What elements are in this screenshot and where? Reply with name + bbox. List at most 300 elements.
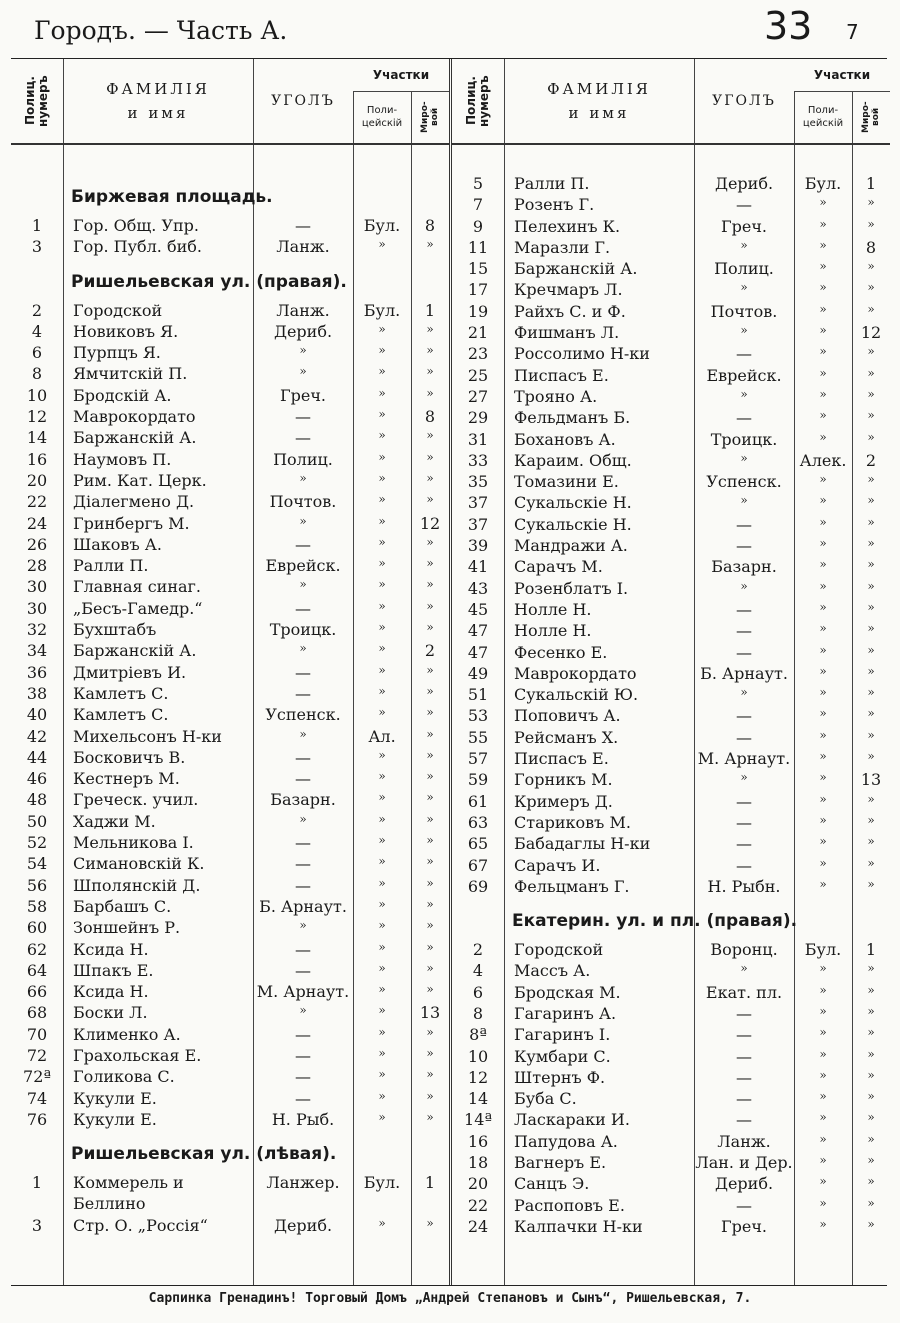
corner-cell: — — [736, 1003, 752, 1023]
corner-cell: М. Арнаут. — [697, 749, 791, 769]
corner-cell: — — [295, 534, 311, 554]
magistrate-district-cell: 8 — [424, 216, 436, 235]
table-row — [452, 471, 890, 492]
corner-cell: — — [736, 195, 752, 215]
magistrate-district-cell: » — [867, 1195, 875, 1210]
police-number-cell: 58 — [26, 896, 48, 916]
police-district-cell: » — [819, 1174, 827, 1189]
police-district-cell: » — [378, 982, 386, 997]
table-row — [11, 747, 449, 768]
corner-cell: Ланжер. — [266, 1173, 340, 1193]
table-row — [11, 449, 449, 470]
table-row — [11, 789, 449, 810]
table-row — [452, 663, 890, 684]
police-district-cell: » — [819, 280, 827, 295]
police-number-cell: 26 — [26, 534, 48, 554]
magistrate-district-cell: » — [426, 1088, 434, 1103]
corner-cell: » — [299, 343, 307, 358]
police-district-cell: » — [819, 855, 827, 870]
police-district-cell: » — [378, 1215, 386, 1230]
police-number-cell: 54 — [26, 854, 48, 874]
police-number-cell: 16 — [26, 449, 48, 469]
name-cell: Гор. Публ. биб. — [73, 237, 202, 257]
corner-cell: — — [736, 536, 752, 556]
magistrate-district-cell: » — [426, 662, 434, 677]
header-magistrate-text: Миро- вой — [861, 101, 881, 133]
police-district-cell: Бул. — [363, 1173, 401, 1193]
police-number-cell: 12 — [26, 407, 48, 427]
corner-cell: — — [295, 960, 311, 980]
police-district-cell: » — [378, 1088, 386, 1103]
police-number-cell: 22 — [467, 1195, 489, 1215]
police-number-cell: 9 — [472, 216, 484, 236]
name-cell: Діалегмено Д. — [73, 492, 195, 512]
police-district-cell: Бул. — [363, 216, 401, 235]
police-number-cell: 18 — [467, 1153, 489, 1173]
police-district-cell: » — [378, 577, 386, 592]
corner-cell: » — [740, 961, 748, 976]
police-district-cell: » — [378, 237, 386, 252]
name-cell: Сарачъ М. — [514, 557, 603, 577]
police-number-cell: 51 — [467, 685, 489, 705]
corner-cell: — — [295, 833, 311, 853]
name-cell: Стариковъ М. — [514, 812, 631, 832]
corner-cell: — — [295, 854, 311, 874]
table-row — [11, 1193, 449, 1214]
table-row — [452, 1152, 890, 1173]
name-cell: Мандражи А. — [514, 536, 628, 556]
police-number-cell: 30 — [26, 598, 48, 618]
magistrate-district-cell: » — [426, 960, 434, 975]
table-row — [452, 855, 890, 876]
corner-cell: Троицк. — [710, 429, 778, 449]
police-number-cell: 46 — [26, 769, 48, 789]
magistrate-district-cell: » — [867, 1067, 875, 1082]
name-cell: Хаджи М. — [73, 811, 156, 831]
police-district-cell: » — [819, 1089, 827, 1104]
table-row — [11, 1215, 449, 1236]
name-cell: Новиковъ Я. — [73, 321, 179, 341]
section-title: Ришельевская ул. (лѣвая). — [71, 1144, 337, 1165]
police-number-cell: 8 — [472, 1003, 484, 1023]
right-rows — [452, 173, 890, 1237]
police-number-cell: 14 — [26, 428, 48, 448]
police-district-cell: » — [819, 408, 827, 423]
header-police-number-text: Полиц. нумеръ — [463, 75, 491, 127]
police-district-cell: » — [819, 195, 827, 210]
police-number-cell: 59 — [467, 770, 489, 790]
magistrate-district-cell: » — [426, 1215, 434, 1230]
police-number-cell: 10 — [467, 1046, 489, 1066]
police-district-cell: » — [378, 875, 386, 890]
police-number-cell: 57 — [467, 749, 489, 769]
police-number-cell: 52 — [26, 833, 48, 853]
table-row — [11, 662, 449, 683]
magistrate-district-cell: » — [426, 321, 434, 336]
police-number-cell: 1 — [31, 1173, 43, 1193]
magistrate-district-cell: » — [867, 599, 875, 614]
name-cell: Камлетъ С. — [73, 683, 169, 703]
corner-cell: » — [299, 641, 307, 656]
police-district-cell: » — [819, 472, 827, 487]
table-row — [452, 429, 890, 450]
magistrate-district-cell: » — [426, 343, 434, 358]
name-cell: Ласкараки И. — [514, 1110, 630, 1130]
name-cell: Караим. Общ. — [514, 450, 632, 470]
corner-cell: Ланж. — [276, 237, 330, 257]
magistrate-district-cell: » — [426, 875, 434, 890]
corner-cell: » — [299, 577, 307, 592]
header-corner-text: УГОЛЪ — [712, 93, 776, 109]
table-row — [11, 342, 449, 363]
name-cell: Бродскій А. — [73, 385, 172, 405]
table-row — [452, 1195, 890, 1216]
police-number-cell: 6 — [472, 982, 484, 1002]
table-row — [11, 406, 449, 427]
magistrate-district-cell: » — [426, 364, 434, 379]
page-number-suffix: 7 — [846, 20, 859, 44]
police-number-cell: 16 — [467, 1131, 489, 1151]
table-row — [452, 578, 890, 599]
police-number-cell: 10 — [26, 385, 48, 405]
corner-cell: — — [295, 939, 311, 959]
header-police-number — [11, 59, 63, 143]
header-corner-text: УГОЛЪ — [271, 93, 335, 109]
table-row — [11, 811, 449, 832]
police-number-cell: 1 — [31, 216, 43, 235]
corner-cell: » — [299, 726, 307, 741]
police-district-cell: » — [378, 896, 386, 911]
police-district-cell: » — [819, 663, 827, 678]
header-name-top: ФАМИЛІЯ — [106, 80, 210, 98]
header-police-district: Поли- цейскій — [361, 105, 403, 129]
table-row — [11, 640, 449, 661]
table-row — [452, 599, 890, 620]
police-district-cell: » — [378, 1109, 386, 1124]
header-districts: Участки — [353, 59, 449, 92]
table-row — [11, 1024, 449, 1045]
table-row — [452, 769, 890, 790]
police-district-cell: » — [378, 598, 386, 613]
police-district-cell: » — [378, 407, 386, 422]
name-cell: Бохановъ А. — [514, 429, 616, 449]
name-cell: Городской — [514, 940, 604, 960]
left-table-header — [11, 59, 449, 145]
police-number-cell: 62 — [26, 939, 48, 959]
name-cell: Розенъ Г. — [514, 195, 595, 215]
police-district-cell: » — [819, 1131, 827, 1146]
police-number-cell: 2 — [472, 940, 484, 960]
corner-cell: Полиц. — [273, 449, 333, 469]
header-name-bottom: и имя — [568, 104, 630, 122]
name-cell: Пелехинъ К. — [514, 216, 621, 236]
name-cell: Ралли П. — [73, 556, 149, 576]
corner-cell: — — [295, 1088, 311, 1108]
name-cell: Писпасъ Е. — [514, 365, 609, 385]
corner-cell: Греч. — [721, 216, 767, 236]
magistrate-district-cell: » — [867, 749, 875, 764]
header-police-number — [452, 59, 504, 143]
corner-cell: — — [295, 407, 311, 427]
table-row — [11, 555, 449, 576]
table-row — [452, 1216, 890, 1237]
magistrate-district-cell: » — [867, 855, 875, 870]
name-cell: Кукули Е. — [73, 1088, 157, 1108]
table-row — [452, 1067, 890, 1088]
police-number-cell: 50 — [26, 811, 48, 831]
magistrate-district-cell: » — [867, 280, 875, 295]
name-cell: Фесенко Е. — [514, 642, 608, 662]
name-cell: Дмитріевъ И. — [73, 662, 187, 682]
corner-cell: Дериб. — [714, 1174, 774, 1194]
police-district-cell: » — [819, 578, 827, 593]
magistrate-district-cell: » — [426, 939, 434, 954]
table-row — [452, 1046, 890, 1067]
corner-cell: — — [295, 662, 311, 682]
section-title: Екатерин. ул. и пл. (правая). — [512, 911, 798, 932]
table-row — [11, 981, 449, 1002]
police-district-cell: » — [819, 812, 827, 827]
table-row — [452, 1173, 890, 1194]
police-district-cell: » — [378, 1003, 386, 1018]
police-number-cell: 45 — [467, 599, 489, 619]
footer-advert: Сарпинка Гренадинъ! Торговый Домъ „Андрей Степановъ и Сынъ“, Ришельевская, 7. — [148, 1291, 752, 1306]
name-cell: Шполянскій Д. — [73, 875, 201, 895]
corner-cell: Троицк. — [269, 620, 337, 640]
corner-cell: — — [295, 683, 311, 703]
magistrate-district-cell: 13 — [860, 770, 882, 790]
name-cell: Сукальскій Ю. — [514, 685, 639, 705]
magistrate-district-cell: » — [867, 1110, 875, 1125]
police-district-cell: » — [819, 429, 827, 444]
corner-cell: » — [740, 493, 748, 508]
table-row — [452, 258, 890, 279]
header-magistrate-district — [411, 91, 449, 143]
name-cell: Барбашъ С. — [73, 896, 172, 916]
magistrate-district-cell: » — [867, 727, 875, 742]
magistrate-district-cell: » — [867, 557, 875, 572]
magistrate-district-cell: » — [426, 428, 434, 443]
police-number-cell: 56 — [26, 875, 48, 895]
table-row — [11, 363, 449, 384]
header-magistrate-text: Миро- вой — [420, 101, 440, 133]
street-section-heading — [11, 173, 449, 215]
magistrate-district-cell: 1 — [424, 300, 436, 320]
police-number-cell: 23 — [467, 344, 489, 364]
police-number-cell: 49 — [467, 663, 489, 683]
name-cell: Шаковъ А. — [73, 534, 162, 554]
corner-cell: — — [736, 1195, 752, 1215]
corner-cell: — — [736, 834, 752, 854]
table-row — [11, 491, 449, 512]
police-number-cell: 65 — [467, 834, 489, 854]
police-district-cell: » — [819, 727, 827, 742]
police-number-cell: 8ª — [469, 1025, 487, 1045]
name-cell: Сукальскіе Н. — [514, 493, 632, 513]
corner-cell: — — [736, 1025, 752, 1045]
police-number-cell: 37 — [467, 493, 489, 513]
corner-cell: — — [295, 428, 311, 448]
name-cell: Рим. Кат. Церк. — [73, 470, 207, 490]
police-number-cell: 60 — [26, 918, 48, 938]
police-number-cell: 70 — [26, 1024, 48, 1044]
page-header — [0, 0, 900, 52]
police-number-cell: 32 — [26, 620, 48, 640]
police-district-cell: Ал. — [368, 726, 396, 746]
magistrate-district-cell: » — [426, 769, 434, 784]
magistrate-district-cell: » — [867, 876, 875, 891]
magistrate-district-cell: » — [867, 1025, 875, 1040]
name-cell: Рейсманъ Х. — [514, 727, 619, 747]
police-district-cell: » — [378, 449, 386, 464]
table-row — [11, 534, 449, 555]
police-district-cell: » — [378, 918, 386, 933]
name-cell: Санцъ Э. — [514, 1174, 590, 1194]
name-cell: Томазини Е. — [514, 472, 619, 492]
corner-cell: — — [295, 769, 311, 789]
police-district-cell: » — [378, 705, 386, 720]
magistrate-district-cell: » — [867, 791, 875, 806]
table-row — [11, 875, 449, 896]
police-number-cell: 22 — [26, 492, 48, 512]
name-cell: Россолимо Н-ки — [514, 344, 650, 364]
header-corner — [694, 59, 794, 143]
left-column — [11, 59, 449, 1285]
table-row — [452, 343, 890, 364]
police-district-cell: » — [819, 1195, 827, 1210]
police-district-cell: » — [819, 536, 827, 551]
name-cell: Массъ А. — [514, 961, 591, 981]
police-district-cell: » — [378, 683, 386, 698]
police-number-cell: 27 — [467, 386, 489, 406]
magistrate-district-cell: 2 — [424, 641, 436, 661]
name-cell: Баржанскій А. — [73, 428, 197, 448]
police-district-cell: » — [378, 747, 386, 762]
corner-cell: — — [736, 1046, 752, 1066]
table-row — [452, 450, 890, 471]
police-number-cell: 31 — [467, 429, 489, 449]
police-number-cell: 55 — [467, 727, 489, 747]
table-row — [11, 960, 449, 981]
table-row — [11, 513, 449, 534]
police-number-cell: 2 — [31, 300, 43, 320]
header-police-district: Поли- цейскій — [802, 105, 844, 129]
magistrate-district-cell: » — [426, 492, 434, 507]
police-district-cell: » — [378, 1067, 386, 1082]
police-number-cell: 4 — [31, 321, 43, 341]
police-number-cell: 24 — [467, 1216, 489, 1236]
police-district-cell: Алек. — [799, 450, 847, 470]
magistrate-district-cell: » — [867, 195, 875, 210]
left-rows — [11, 173, 449, 1236]
name-cell: Трояно А. — [514, 386, 598, 406]
police-district-cell: » — [819, 834, 827, 849]
police-number-cell: 76 — [26, 1109, 48, 1129]
corner-cell: — — [736, 706, 752, 726]
corner-cell: Греч. — [280, 385, 326, 405]
table-row — [452, 1088, 890, 1109]
name-cell: Мельникова І. — [73, 833, 194, 853]
table-row — [11, 576, 449, 597]
police-number-cell: 74 — [26, 1088, 48, 1108]
police-number-cell: 64 — [26, 960, 48, 980]
magistrate-district-cell: » — [426, 556, 434, 571]
police-district-cell: » — [378, 513, 386, 528]
police-number-cell: 39 — [467, 536, 489, 556]
magistrate-district-cell: » — [426, 854, 434, 869]
corner-cell: — — [295, 875, 311, 895]
police-number-cell: 12 — [467, 1067, 489, 1087]
table-row — [11, 300, 449, 321]
corner-cell: » — [299, 1003, 307, 1018]
police-district-cell: Бул. — [363, 300, 401, 320]
corner-cell: — — [736, 1089, 752, 1109]
corner-cell: Еврейск. — [265, 556, 341, 576]
table-row — [452, 492, 890, 513]
name-cell: Зоншейнъ Р. — [73, 918, 181, 938]
magistrate-district-cell: » — [426, 811, 434, 826]
corner-cell: Н. Рыбн. — [707, 876, 781, 896]
corner-cell: — — [736, 514, 752, 534]
police-district-cell: » — [819, 344, 827, 359]
police-district-cell: » — [378, 641, 386, 656]
police-district-cell: » — [819, 961, 827, 976]
police-district-cell: Бул. — [804, 940, 842, 960]
police-number-cell: 72 — [26, 1045, 48, 1065]
magistrate-district-cell: » — [426, 896, 434, 911]
police-number-cell: 6 — [31, 343, 43, 363]
police-district-cell: » — [378, 854, 386, 869]
table-row — [11, 427, 449, 448]
table-row — [452, 812, 890, 833]
police-district-cell: » — [378, 385, 386, 400]
police-number-cell: 4 — [472, 961, 484, 981]
magistrate-district-cell: » — [426, 683, 434, 698]
corner-cell: » — [299, 364, 307, 379]
police-number-cell: 40 — [26, 705, 48, 725]
magistrate-district-cell: » — [867, 408, 875, 423]
police-number-cell: 69 — [467, 876, 489, 896]
corner-cell: — — [736, 344, 752, 364]
police-district-cell: » — [819, 259, 827, 274]
magistrate-district-cell: » — [867, 982, 875, 997]
police-number-cell: 66 — [26, 982, 48, 1002]
table-row — [11, 768, 449, 789]
table-row — [11, 1109, 449, 1130]
police-district-cell: » — [819, 386, 827, 401]
corner-cell: — — [295, 598, 311, 618]
corner-cell: — — [295, 216, 311, 235]
header-name-top: ФАМИЛІЯ — [547, 80, 651, 98]
name-cell: Писпасъ Е. — [514, 749, 609, 769]
police-district-cell: » — [819, 365, 827, 380]
corner-cell: — — [736, 791, 752, 811]
police-number-cell: 20 — [467, 1174, 489, 1194]
header-name — [504, 59, 694, 143]
police-district-cell: » — [378, 790, 386, 805]
corner-cell: Почтов. — [710, 301, 778, 321]
name-cell: Стр. О. „Россія“ — [73, 1215, 208, 1235]
name-cell: Ксида Н. — [73, 982, 149, 1002]
magistrate-district-cell: 8 — [865, 237, 877, 257]
table-row — [452, 727, 890, 748]
magistrate-district-cell: » — [867, 578, 875, 593]
name-cell: Фельдманъ Б. — [514, 408, 631, 428]
police-district-cell: Бул. — [804, 174, 842, 193]
name-cell: Кестнеръ М. — [73, 769, 180, 789]
police-number-cell: 47 — [467, 642, 489, 662]
corner-cell: Воронц. — [710, 940, 778, 960]
